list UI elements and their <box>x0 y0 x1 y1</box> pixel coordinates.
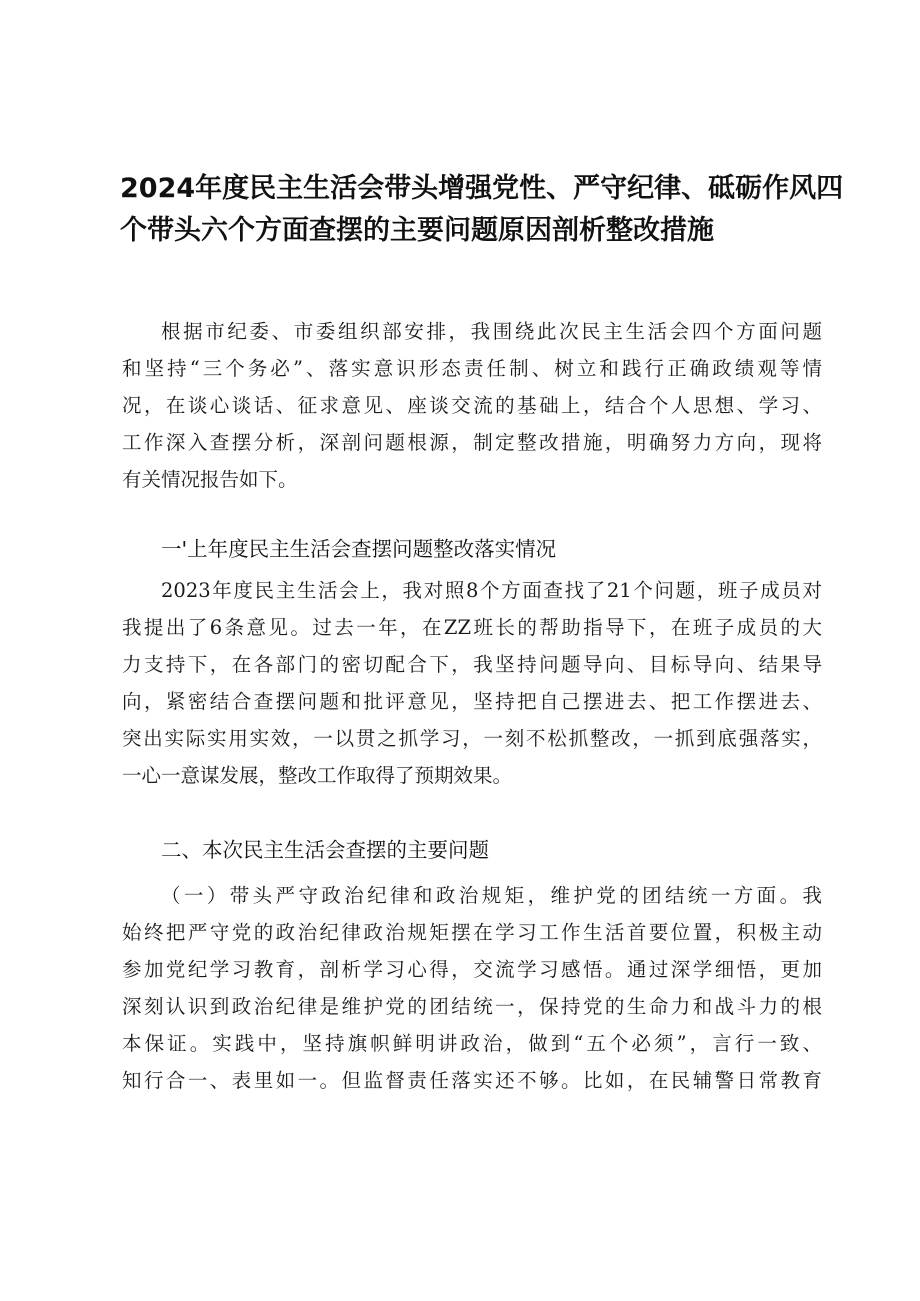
paragraph-line: 2023年度民主生活会上，我对照8个方面查找了21个问题，班子成员对 <box>161 579 822 602</box>
paragraph-line: 参加党纪学习教育，剖析学习心得，交流学习感悟。通过深学细悟，更加 <box>122 958 822 981</box>
paragraph-line: 知行合一、表里如一。但监督责任落实还不够。比如，在民辅警日常教育 <box>122 1069 822 1092</box>
section-heading-2: 二、本次民主生活会查摆的主要问题 <box>161 838 489 862</box>
paragraph-line: 况，在谈心谈话、征求意见、座谈交流的基础上，结合个人思想、学习、 <box>122 394 822 417</box>
intro-paragraph <box>122 313 822 498</box>
paragraph-line: （一）带头严守政治纪律和政治规矩，维护党的团结统一方面。我 <box>161 884 822 907</box>
paragraph-line: 突出实际实用实效，一以贯之抓学习，一刻不松抓整改，一抓到底强落实， <box>122 727 822 750</box>
paragraph-line: 我提出了6条意见。过去一年，在ZZ班长的帮助指导下，在班子成员的大 <box>122 616 822 639</box>
paragraph-line: 一心一意谋发展，整改工作取得了预期效果。 <box>122 764 513 787</box>
section-heading-1: 一'上年度民主生活会查摆问题整改落实情况 <box>161 537 557 561</box>
paragraph-line: 有关情况报告如下。 <box>122 468 298 491</box>
section2-paragraph <box>122 877 822 1099</box>
paragraph-line: 深刻认识到政治纪律是维护党的团结统一，保持党的生命力和战斗力的根 <box>122 995 822 1018</box>
paragraph-line: 向，紧密结合查摆问题和批评意见，坚持把自己摆进去、把工作摆进去、 <box>122 690 822 713</box>
paragraph-line: 本保证。实践中，坚持旗帜鲜明讲政治，做到“五个必须”，言行一致、 <box>122 1032 822 1055</box>
paragraph-line: 根据市纪委、市委组织部安排，我围绕此次民主生活会四个方面问题 <box>161 320 822 343</box>
paragraph-line: 力支持下，在各部门的密切配合下，我坚持问题导向、目标导向、结果导 <box>122 653 822 676</box>
title-line: 2024年度民主生活会带头增强党性、严守纪律、砥砺作风四 <box>120 173 844 204</box>
document-title <box>120 168 844 252</box>
paragraph-line: 工作深入查摆分析，深剖问题根源，制定整改措施，明确努力方向，现将 <box>122 431 822 454</box>
section1-paragraph <box>122 572 822 794</box>
title-line: 个带头六个方面查摆的主要问题原因剖析整改措施 <box>120 215 714 246</box>
paragraph-line: 和坚持“三个务必”、落实意识形态责任制、树立和践行正确政绩观等情 <box>122 357 822 380</box>
paragraph-line: 始终把严守党的政治纪律政治规矩摆在学习工作生活首要位置，积极主动 <box>122 921 822 944</box>
